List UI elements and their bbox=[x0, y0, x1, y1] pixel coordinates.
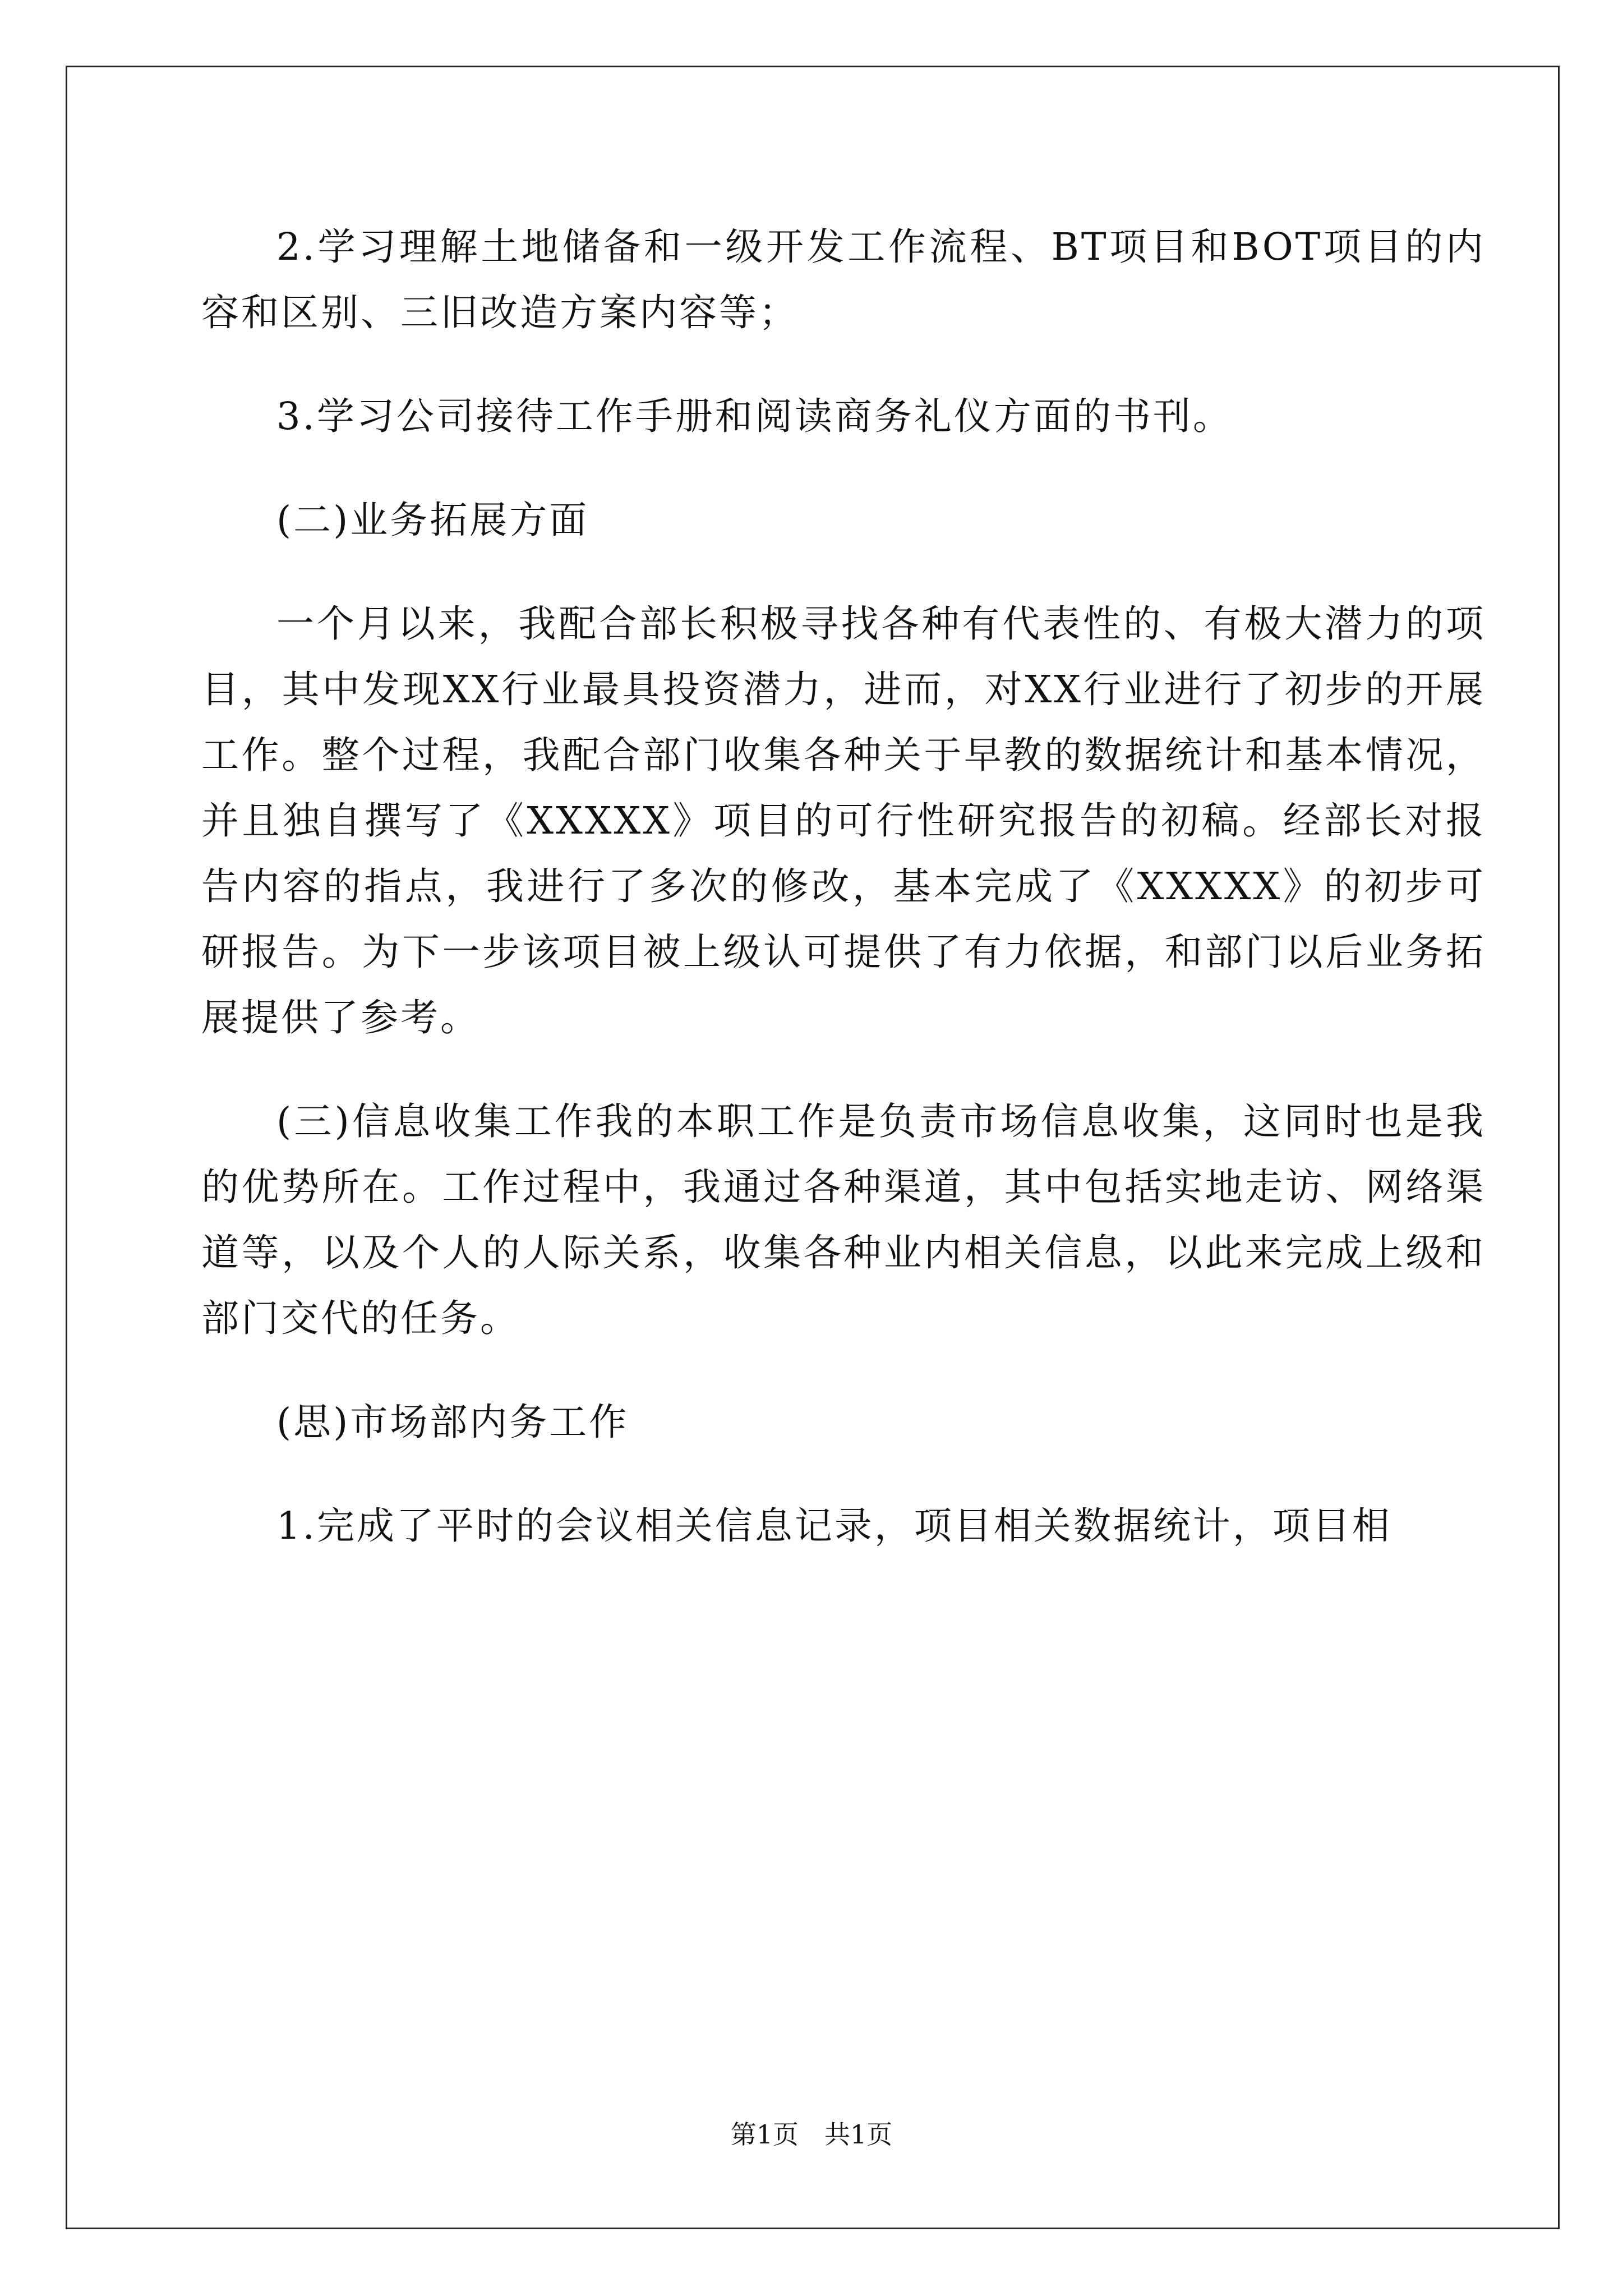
paragraph-information-collection: (三)信息收集工作我的本职工作是负责市场信息收集，这同时也是我的优势所在。工作过程中，我通过各种渠道，其中包括实地走访、网络渠道等，以及个人的人际关系，收集各种业内相关信息，以此来完成上级和部门交代的任务。 bbox=[201, 1099, 1486, 1340]
paragraph-meeting-records: 1.完成了平时的会议相关信息记录，项目相关数据统计，项目相 bbox=[276, 1504, 1392, 1548]
paragraph-study-reception-manual: 3.学习公司接待工作手册和阅读商务礼仪方面的书刊。 bbox=[276, 394, 1233, 438]
paragraph-business-expansion: 一个月以来，我配合部长积极寻找各种有代表性的、有极大潜力的项目，其中发现XX行业最具投资潜力，进而，对XX行业进行了初步的开展工作。整个过程，我配合部门收集各种关于早教的数据统计和基本情况，并且独自撰写了《XXXXX》项目的可行性研究报告的初稿。经部长对报告内容的指点，我进行了多次的修改，基本完成了《XXXXX》的初步可研报告。为下一步该项目被上级认可提供了有力依据，和部门以后业务拓展提供了参考。 bbox=[201, 602, 1486, 1039]
section-heading-internal-affairs: (思)市场部内务工作 bbox=[276, 1400, 629, 1444]
page-footer: 第1页 共1页 bbox=[730, 2119, 893, 2150]
document-body bbox=[201, 214, 1486, 1595]
paragraph-study-land-reserve: 2.学习理解土地储备和一级开发工作流程、BT项目和BOT项目的内容和区别、三旧改造方案内容等； bbox=[201, 225, 1486, 334]
section-heading-business-expansion: (二)业务拓展方面 bbox=[276, 498, 589, 542]
